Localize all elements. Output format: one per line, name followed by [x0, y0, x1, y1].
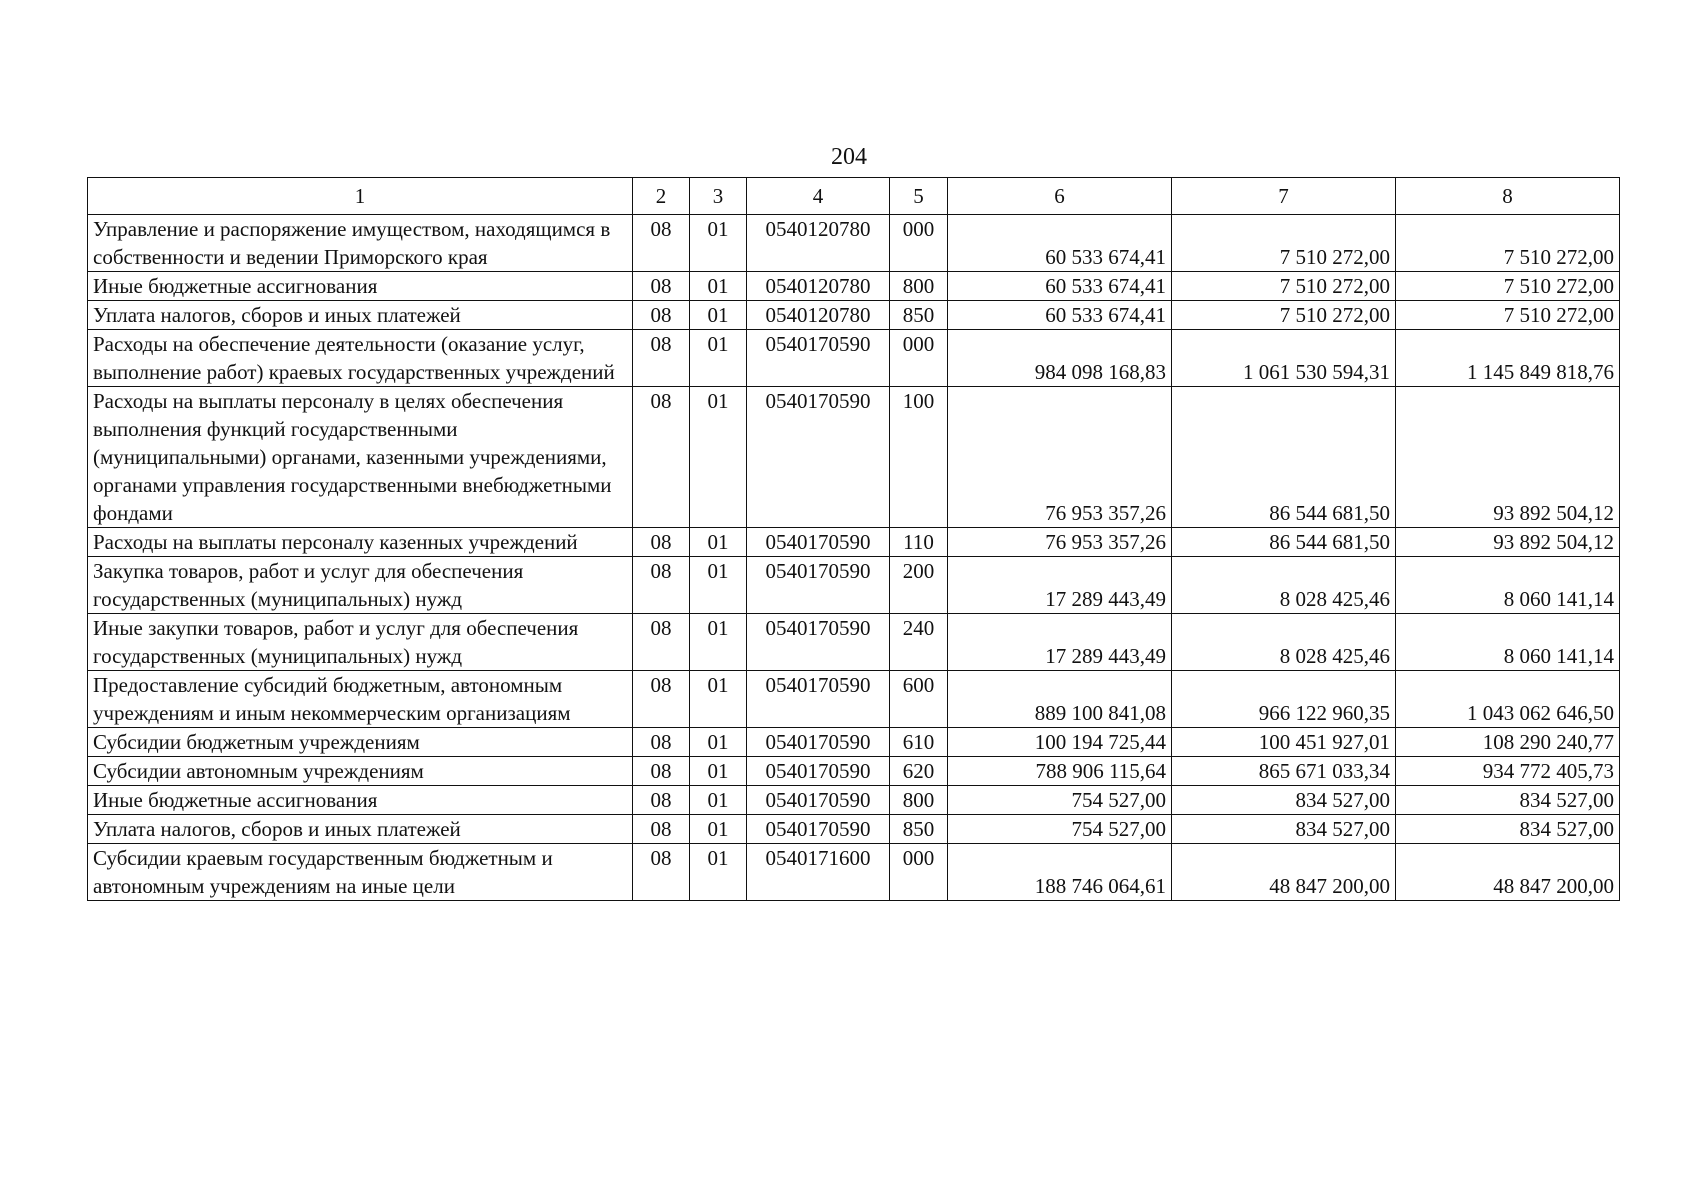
row-name-cell: Управление и распоряжение имуществом, находящимся в собственности и ведении Приморского края — [88, 215, 633, 272]
target-article-cell: 0540170590 — [747, 614, 890, 671]
amount-cell: 76 953 357,26 — [948, 387, 1172, 528]
subsection-code-cell: 01 — [690, 557, 747, 614]
amount-cell: 7 510 272,00 — [1396, 272, 1620, 301]
amount-cell: 1 145 849 818,76 — [1396, 330, 1620, 387]
target-article-cell: 0540171600 — [747, 844, 890, 901]
row-name-cell: Расходы на выплаты персоналу казенных учреждений — [88, 528, 633, 557]
table-row — [88, 815, 1620, 844]
row-name-cell: Иные закупки товаров, работ и услуг для обеспечения государственных (муниципальных) нужд — [88, 614, 633, 671]
subsection-code-cell: 01 — [690, 301, 747, 330]
row-name-cell: Субсидии автономным учреждениям — [88, 757, 633, 786]
subsection-code-cell: 01 — [690, 614, 747, 671]
expense-type-cell: 850 — [890, 815, 948, 844]
table-row — [88, 301, 1620, 330]
amount-cell: 48 847 200,00 — [1396, 844, 1620, 901]
row-name-cell: Субсидии бюджетным учреждениям — [88, 728, 633, 757]
column-header: 1 — [88, 178, 633, 215]
budget-table — [87, 177, 1620, 901]
column-header: 6 — [948, 178, 1172, 215]
row-name-cell: Субсидии краевым государственным бюджетным и автономным учреждениям на иные цели — [88, 844, 633, 901]
amount-cell: 60 533 674,41 — [948, 301, 1172, 330]
amount-cell: 865 671 033,34 — [1172, 757, 1396, 786]
expense-type-cell: 000 — [890, 844, 948, 901]
amount-cell: 100 451 927,01 — [1172, 728, 1396, 757]
target-article-cell: 0540170590 — [747, 330, 890, 387]
expense-type-cell: 620 — [890, 757, 948, 786]
expense-type-cell: 610 — [890, 728, 948, 757]
page-number: 204 — [831, 144, 867, 170]
section-code-cell: 08 — [633, 614, 690, 671]
expense-type-cell: 200 — [890, 557, 948, 614]
subsection-code-cell: 01 — [690, 757, 747, 786]
section-code-cell: 08 — [633, 215, 690, 272]
subsection-code-cell: 01 — [690, 215, 747, 272]
amount-cell: 1 043 062 646,50 — [1396, 671, 1620, 728]
amount-cell: 7 510 272,00 — [1172, 215, 1396, 272]
amount-cell: 8 060 141,14 — [1396, 557, 1620, 614]
table-row — [88, 215, 1620, 272]
expense-type-cell: 800 — [890, 272, 948, 301]
section-code-cell: 08 — [633, 671, 690, 728]
subsection-code-cell: 01 — [690, 671, 747, 728]
amount-cell: 834 527,00 — [1172, 786, 1396, 815]
target-article-cell: 0540170590 — [747, 557, 890, 614]
table-row — [88, 757, 1620, 786]
amount-cell: 7 510 272,00 — [1396, 301, 1620, 330]
section-code-cell: 08 — [633, 528, 690, 557]
expense-type-cell: 000 — [890, 330, 948, 387]
table-row — [88, 671, 1620, 728]
section-code-cell: 08 — [633, 330, 690, 387]
table-row — [88, 844, 1620, 901]
subsection-code-cell: 01 — [690, 528, 747, 557]
target-article-cell: 0540170590 — [747, 528, 890, 557]
amount-cell: 7 510 272,00 — [1172, 272, 1396, 301]
target-article-cell: 0540170590 — [747, 786, 890, 815]
amount-cell: 93 892 504,12 — [1396, 528, 1620, 557]
subsection-code-cell: 01 — [690, 815, 747, 844]
amount-cell: 8 028 425,46 — [1172, 614, 1396, 671]
subsection-code-cell: 01 — [690, 330, 747, 387]
target-article-cell: 0540170590 — [747, 757, 890, 786]
column-header: 8 — [1396, 178, 1620, 215]
section-code-cell: 08 — [633, 557, 690, 614]
row-name-cell: Расходы на обеспечение деятельности (оказание услуг, выполнение работ) краевых государственных учреждений — [88, 330, 633, 387]
amount-cell: 7 510 272,00 — [1396, 215, 1620, 272]
amount-cell: 93 892 504,12 — [1396, 387, 1620, 528]
section-code-cell: 08 — [633, 728, 690, 757]
amount-cell: 834 527,00 — [1396, 786, 1620, 815]
amount-cell: 60 533 674,41 — [948, 272, 1172, 301]
amount-cell: 754 527,00 — [948, 815, 1172, 844]
amount-cell: 17 289 443,49 — [948, 557, 1172, 614]
row-name-cell: Иные бюджетные ассигнования — [88, 786, 633, 815]
table-row — [88, 557, 1620, 614]
table-row — [88, 528, 1620, 557]
column-header: 7 — [1172, 178, 1396, 215]
amount-cell: 60 533 674,41 — [948, 215, 1172, 272]
subsection-code-cell: 01 — [690, 272, 747, 301]
amount-cell: 86 544 681,50 — [1172, 528, 1396, 557]
row-name-cell: Закупка товаров, работ и услуг для обеспечения государственных (муниципальных) нужд — [88, 557, 633, 614]
amount-cell: 48 847 200,00 — [1172, 844, 1396, 901]
expense-type-cell: 000 — [890, 215, 948, 272]
expense-type-cell: 800 — [890, 786, 948, 815]
target-article-cell: 0540170590 — [747, 387, 890, 528]
table-row — [88, 272, 1620, 301]
expense-type-cell: 100 — [890, 387, 948, 528]
amount-cell: 834 527,00 — [1172, 815, 1396, 844]
target-article-cell: 0540120780 — [747, 301, 890, 330]
column-header: 2 — [633, 178, 690, 215]
target-article-cell: 0540170590 — [747, 815, 890, 844]
amount-cell: 17 289 443,49 — [948, 614, 1172, 671]
column-header: 3 — [690, 178, 747, 215]
table-row — [88, 330, 1620, 387]
expense-type-cell: 850 — [890, 301, 948, 330]
section-code-cell: 08 — [633, 786, 690, 815]
amount-cell: 100 194 725,44 — [948, 728, 1172, 757]
subsection-code-cell: 01 — [690, 844, 747, 901]
row-name-cell: Предоставление субсидий бюджетным, автономным учреждениям и иным некоммерческим организациям — [88, 671, 633, 728]
section-code-cell: 08 — [633, 757, 690, 786]
row-name-cell: Уплата налогов, сборов и иных платежей — [88, 301, 633, 330]
amount-cell: 788 906 115,64 — [948, 757, 1172, 786]
target-article-cell: 0540120780 — [747, 215, 890, 272]
section-code-cell: 08 — [633, 272, 690, 301]
table-row — [88, 387, 1620, 528]
amount-cell: 76 953 357,26 — [948, 528, 1172, 557]
amount-cell: 984 098 168,83 — [948, 330, 1172, 387]
amount-cell: 754 527,00 — [948, 786, 1172, 815]
amount-cell: 86 544 681,50 — [1172, 387, 1396, 528]
amount-cell: 108 290 240,77 — [1396, 728, 1620, 757]
table-header-row — [88, 178, 1620, 215]
table-row — [88, 728, 1620, 757]
target-article-cell: 0540170590 — [747, 671, 890, 728]
subsection-code-cell: 01 — [690, 387, 747, 528]
amount-cell: 188 746 064,61 — [948, 844, 1172, 901]
amount-cell: 1 061 530 594,31 — [1172, 330, 1396, 387]
amount-cell: 8 028 425,46 — [1172, 557, 1396, 614]
expense-type-cell: 110 — [890, 528, 948, 557]
target-article-cell: 0540120780 — [747, 272, 890, 301]
section-code-cell: 08 — [633, 301, 690, 330]
section-code-cell: 08 — [633, 387, 690, 528]
table-row — [88, 786, 1620, 815]
column-header: 5 — [890, 178, 948, 215]
section-code-cell: 08 — [633, 844, 690, 901]
amount-cell: 889 100 841,08 — [948, 671, 1172, 728]
table-row — [88, 614, 1620, 671]
row-name-cell: Расходы на выплаты персоналу в целях обеспечения выполнения функций государственными (муниципальными) органами, казенными учреждениями, органами управления государственными внебюджетными фондами — [88, 387, 633, 528]
expense-type-cell: 600 — [890, 671, 948, 728]
amount-cell: 934 772 405,73 — [1396, 757, 1620, 786]
table-body — [88, 215, 1620, 901]
row-name-cell: Уплата налогов, сборов и иных платежей — [88, 815, 633, 844]
section-code-cell: 08 — [633, 815, 690, 844]
amount-cell: 7 510 272,00 — [1172, 301, 1396, 330]
subsection-code-cell: 01 — [690, 786, 747, 815]
target-article-cell: 0540170590 — [747, 728, 890, 757]
amount-cell: 966 122 960,35 — [1172, 671, 1396, 728]
amount-cell: 834 527,00 — [1396, 815, 1620, 844]
row-name-cell: Иные бюджетные ассигнования — [88, 272, 633, 301]
column-header: 4 — [747, 178, 890, 215]
amount-cell: 8 060 141,14 — [1396, 614, 1620, 671]
expense-type-cell: 240 — [890, 614, 948, 671]
subsection-code-cell: 01 — [690, 728, 747, 757]
